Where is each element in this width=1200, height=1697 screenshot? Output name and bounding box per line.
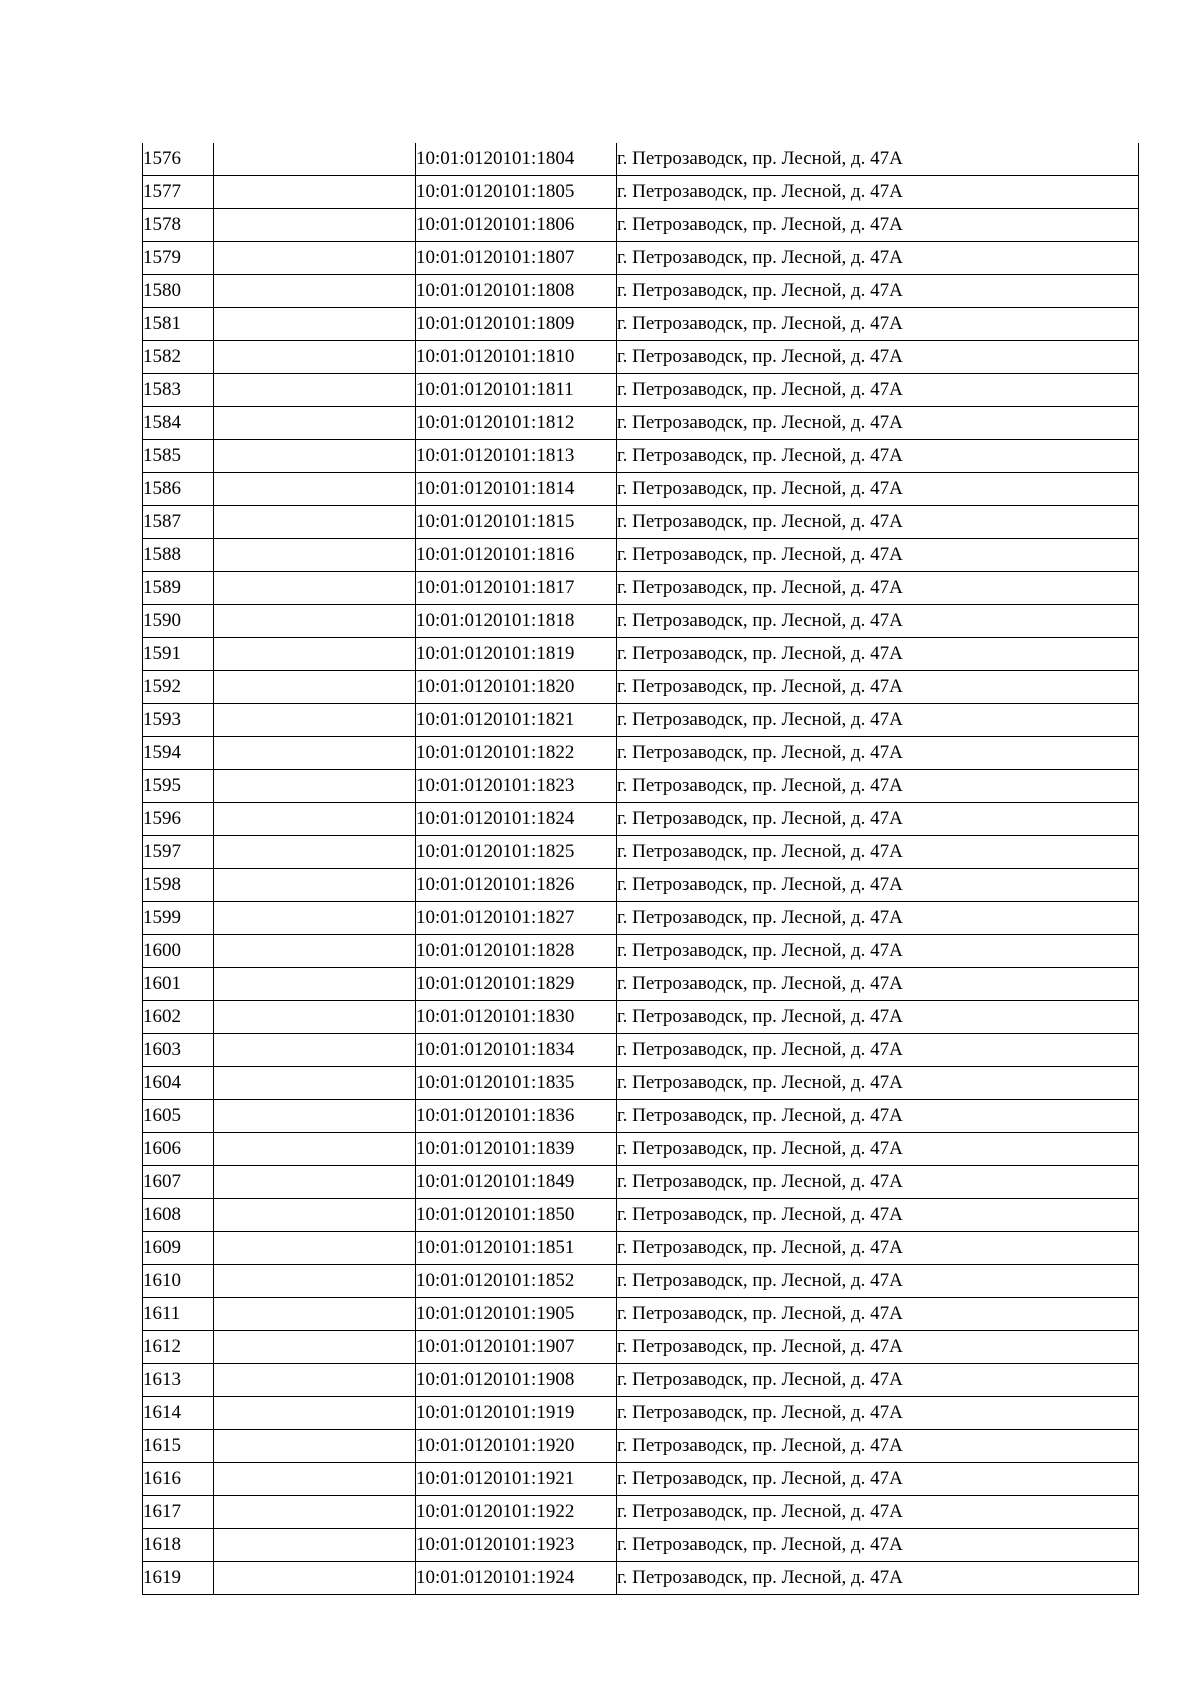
row-number-cell: 1598 [143,869,214,902]
cadastral-number-cell: 10:01:0120101:1834 [416,1034,617,1067]
owner-cell [214,539,416,572]
row-number-cell: 1611 [143,1298,214,1331]
row-number-cell: 1585 [143,440,214,473]
table-row [143,539,1139,572]
row-number-cell: 1578 [143,209,214,242]
owner-cell [214,473,416,506]
address-cell: г. Петрозаводск, пр. Лесной, д. 47А [617,1430,1139,1463]
cadastral-number-cell: 10:01:0120101:1852 [416,1265,617,1298]
table-row [143,671,1139,704]
row-number-cell: 1593 [143,704,214,737]
row-number-cell: 1587 [143,506,214,539]
address-cell: г. Петрозаводск, пр. Лесной, д. 47А [617,209,1139,242]
address-cell: г. Петрозаводск, пр. Лесной, д. 47А [617,1463,1139,1496]
row-number-cell: 1619 [143,1562,214,1595]
cadastral-number-cell: 10:01:0120101:1821 [416,704,617,737]
cadastral-number-cell: 10:01:0120101:1822 [416,737,617,770]
address-cell: г. Петрозаводск, пр. Лесной, д. 47А [617,374,1139,407]
owner-cell [214,638,416,671]
address-cell: г. Петрозаводск, пр. Лесной, д. 47А [617,506,1139,539]
address-cell: г. Петрозаводск, пр. Лесной, д. 47А [617,1364,1139,1397]
row-number-cell: 1594 [143,737,214,770]
address-cell: г. Петрозаводск, пр. Лесной, д. 47А [617,242,1139,275]
cadastral-number-cell: 10:01:0120101:1815 [416,506,617,539]
table-row [143,1496,1139,1529]
address-cell: г. Петрозаводск, пр. Лесной, д. 47А [617,1265,1139,1298]
row-number-cell: 1615 [143,1430,214,1463]
row-number-cell: 1614 [143,1397,214,1430]
cadastral-number-cell: 10:01:0120101:1836 [416,1100,617,1133]
address-cell: г. Петрозаводск, пр. Лесной, д. 47А [617,440,1139,473]
owner-cell [214,506,416,539]
row-number-cell: 1588 [143,539,214,572]
cadastral-number-cell: 10:01:0120101:1804 [416,143,617,176]
cadastral-number-cell: 10:01:0120101:1811 [416,374,617,407]
table-row [143,209,1139,242]
owner-cell [214,341,416,374]
cadastral-number-cell: 10:01:0120101:1908 [416,1364,617,1397]
row-number-cell: 1580 [143,275,214,308]
address-cell: г. Петрозаводск, пр. Лесной, д. 47А [617,572,1139,605]
row-number-cell: 1605 [143,1100,214,1133]
table-row [143,1067,1139,1100]
row-number-cell: 1586 [143,473,214,506]
cadastral-number-cell: 10:01:0120101:1825 [416,836,617,869]
owner-cell [214,1067,416,1100]
row-number-cell: 1606 [143,1133,214,1166]
address-cell: г. Петрозаводск, пр. Лесной, д. 47А [617,968,1139,1001]
table-row [143,407,1139,440]
address-cell: г. Петрозаводск, пр. Лесной, д. 47А [617,1199,1139,1232]
address-cell: г. Петрозаводск, пр. Лесной, д. 47А [617,737,1139,770]
address-cell: г. Петрозаводск, пр. Лесной, д. 47А [617,935,1139,968]
table-row [143,308,1139,341]
table-row [143,473,1139,506]
owner-cell [214,770,416,803]
address-cell: г. Петрозаводск, пр. Лесной, д. 47А [617,605,1139,638]
address-cell: г. Петрозаводск, пр. Лесной, д. 47А [617,1298,1139,1331]
address-cell: г. Петрозаводск, пр. Лесной, д. 47А [617,539,1139,572]
cadastral-number-cell: 10:01:0120101:1817 [416,572,617,605]
owner-cell [214,671,416,704]
row-number-cell: 1597 [143,836,214,869]
table-row [143,1034,1139,1067]
address-cell: г. Петрозаводск, пр. Лесной, д. 47А [617,1100,1139,1133]
table-row [143,506,1139,539]
address-cell: г. Петрозаводск, пр. Лесной, д. 47А [617,1562,1139,1595]
table-row [143,935,1139,968]
table-row [143,1298,1139,1331]
owner-cell [214,737,416,770]
cadastral-number-cell: 10:01:0120101:1808 [416,275,617,308]
table-row [143,1562,1139,1595]
address-cell: г. Петрозаводск, пр. Лесной, д. 47А [617,1496,1139,1529]
address-cell: г. Петрозаводск, пр. Лесной, д. 47А [617,1529,1139,1562]
table-row [143,242,1139,275]
cadastral-number-cell: 10:01:0120101:1920 [416,1430,617,1463]
owner-cell [214,275,416,308]
table-row [143,275,1139,308]
cadastral-number-cell: 10:01:0120101:1809 [416,308,617,341]
owner-cell [214,968,416,1001]
row-number-cell: 1579 [143,242,214,275]
address-cell: г. Петрозаводск, пр. Лесной, д. 47А [617,1166,1139,1199]
address-cell: г. Петрозаводск, пр. Лесной, д. 47А [617,704,1139,737]
owner-cell [214,1298,416,1331]
row-number-cell: 1602 [143,1001,214,1034]
cadastral-number-cell: 10:01:0120101:1835 [416,1067,617,1100]
owner-cell [214,1265,416,1298]
table-row [143,1529,1139,1562]
row-number-cell: 1596 [143,803,214,836]
cadastral-number-cell: 10:01:0120101:1826 [416,869,617,902]
table-row [143,1331,1139,1364]
owner-cell [214,704,416,737]
cadastral-number-cell: 10:01:0120101:1849 [416,1166,617,1199]
property-registry-table [142,143,1139,1595]
row-number-cell: 1607 [143,1166,214,1199]
row-number-cell: 1616 [143,1463,214,1496]
table-row [143,1430,1139,1463]
row-number-cell: 1590 [143,605,214,638]
address-cell: г. Петрозаводск, пр. Лесной, д. 47А [617,473,1139,506]
row-number-cell: 1591 [143,638,214,671]
row-number-cell: 1617 [143,1496,214,1529]
owner-cell [214,242,416,275]
owner-cell [214,1496,416,1529]
address-cell: г. Петрозаводск, пр. Лесной, д. 47А [617,770,1139,803]
cadastral-number-cell: 10:01:0120101:1830 [416,1001,617,1034]
owner-cell [214,1562,416,1595]
table-row [143,1265,1139,1298]
owner-cell [214,1133,416,1166]
address-cell: г. Петрозаводск, пр. Лесной, д. 47А [617,803,1139,836]
owner-cell [214,1199,416,1232]
address-cell: г. Петрозаводск, пр. Лесной, д. 47А [617,1067,1139,1100]
owner-cell [214,1463,416,1496]
owner-cell [214,308,416,341]
row-number-cell: 1601 [143,968,214,1001]
cadastral-number-cell: 10:01:0120101:1921 [416,1463,617,1496]
owner-cell [214,1364,416,1397]
table-row [143,638,1139,671]
cadastral-number-cell: 10:01:0120101:1812 [416,407,617,440]
owner-cell [214,1100,416,1133]
table-row [143,1001,1139,1034]
table-row [143,341,1139,374]
cadastral-number-cell: 10:01:0120101:1807 [416,242,617,275]
owner-cell [214,209,416,242]
row-number-cell: 1610 [143,1265,214,1298]
table-row [143,374,1139,407]
cadastral-number-cell: 10:01:0120101:1907 [416,1331,617,1364]
owner-cell [214,902,416,935]
owner-cell [214,143,416,176]
table-row [143,1133,1139,1166]
cadastral-number-cell: 10:01:0120101:1829 [416,968,617,1001]
registry-table-body [143,143,1139,1595]
owner-cell [214,1430,416,1463]
table-row [143,1463,1139,1496]
address-cell: г. Петрозаводск, пр. Лесной, д. 47А [617,308,1139,341]
owner-cell [214,1529,416,1562]
owner-cell [214,440,416,473]
address-cell: г. Петрозаводск, пр. Лесной, д. 47А [617,407,1139,440]
cadastral-number-cell: 10:01:0120101:1828 [416,935,617,968]
address-cell: г. Петрозаводск, пр. Лесной, д. 47А [617,176,1139,209]
row-number-cell: 1584 [143,407,214,440]
cadastral-number-cell: 10:01:0120101:1839 [416,1133,617,1166]
row-number-cell: 1592 [143,671,214,704]
table-row [143,1166,1139,1199]
owner-cell [214,803,416,836]
address-cell: г. Петрозаводск, пр. Лесной, д. 47А [617,143,1139,176]
cadastral-number-cell: 10:01:0120101:1816 [416,539,617,572]
address-cell: г. Петрозаводск, пр. Лесной, д. 47А [617,1034,1139,1067]
address-cell: г. Петрозаводск, пр. Лесной, д. 47А [617,275,1139,308]
cadastral-number-cell: 10:01:0120101:1924 [416,1562,617,1595]
owner-cell [214,407,416,440]
table-row [143,770,1139,803]
table-row [143,836,1139,869]
row-number-cell: 1576 [143,143,214,176]
table-row [143,1100,1139,1133]
table-row [143,1364,1139,1397]
owner-cell [214,1034,416,1067]
cadastral-number-cell: 10:01:0120101:1810 [416,341,617,374]
table-row [143,440,1139,473]
owner-cell [214,935,416,968]
cadastral-number-cell: 10:01:0120101:1922 [416,1496,617,1529]
table-row [143,737,1139,770]
row-number-cell: 1600 [143,935,214,968]
row-number-cell: 1599 [143,902,214,935]
table-row [143,176,1139,209]
cadastral-number-cell: 10:01:0120101:1851 [416,1232,617,1265]
owner-cell [214,836,416,869]
owner-cell [214,1166,416,1199]
cadastral-number-cell: 10:01:0120101:1820 [416,671,617,704]
address-cell: г. Петрозаводск, пр. Лесной, д. 47А [617,1001,1139,1034]
row-number-cell: 1603 [143,1034,214,1067]
cadastral-number-cell: 10:01:0120101:1824 [416,803,617,836]
cadastral-number-cell: 10:01:0120101:1919 [416,1397,617,1430]
row-number-cell: 1582 [143,341,214,374]
table-row [143,902,1139,935]
owner-cell [214,869,416,902]
cadastral-number-cell: 10:01:0120101:1827 [416,902,617,935]
table-row [143,869,1139,902]
address-cell: г. Петрозаводск, пр. Лесной, д. 47А [617,1133,1139,1166]
row-number-cell: 1581 [143,308,214,341]
table-row [143,143,1139,176]
row-number-cell: 1608 [143,1199,214,1232]
cadastral-number-cell: 10:01:0120101:1923 [416,1529,617,1562]
row-number-cell: 1604 [143,1067,214,1100]
table-row [143,803,1139,836]
owner-cell [214,176,416,209]
address-cell: г. Петрозаводск, пр. Лесной, д. 47А [617,638,1139,671]
cadastral-number-cell: 10:01:0120101:1813 [416,440,617,473]
cadastral-number-cell: 10:01:0120101:1823 [416,770,617,803]
address-cell: г. Петрозаводск, пр. Лесной, д. 47А [617,1331,1139,1364]
address-cell: г. Петрозаводск, пр. Лесной, д. 47А [617,902,1139,935]
owner-cell [214,374,416,407]
table-row [143,968,1139,1001]
address-cell: г. Петрозаводск, пр. Лесной, д. 47А [617,869,1139,902]
cadastral-number-cell: 10:01:0120101:1806 [416,209,617,242]
address-cell: г. Петрозаводск, пр. Лесной, д. 47А [617,1232,1139,1265]
table-row [143,1397,1139,1430]
table-row [143,605,1139,638]
address-cell: г. Петрозаводск, пр. Лесной, д. 47А [617,341,1139,374]
address-cell: г. Петрозаводск, пр. Лесной, д. 47А [617,836,1139,869]
table-row [143,704,1139,737]
cadastral-number-cell: 10:01:0120101:1905 [416,1298,617,1331]
row-number-cell: 1609 [143,1232,214,1265]
row-number-cell: 1583 [143,374,214,407]
row-number-cell: 1589 [143,572,214,605]
row-number-cell: 1577 [143,176,214,209]
address-cell: г. Петрозаводск, пр. Лесной, д. 47А [617,1397,1139,1430]
cadastral-number-cell: 10:01:0120101:1814 [416,473,617,506]
row-number-cell: 1595 [143,770,214,803]
owner-cell [214,1232,416,1265]
cadastral-number-cell: 10:01:0120101:1818 [416,605,617,638]
cadastral-number-cell: 10:01:0120101:1819 [416,638,617,671]
owner-cell [214,605,416,638]
row-number-cell: 1618 [143,1529,214,1562]
owner-cell [214,1397,416,1430]
address-cell: г. Петрозаводск, пр. Лесной, д. 47А [617,671,1139,704]
owner-cell [214,1331,416,1364]
table-row [143,572,1139,605]
table-row [143,1199,1139,1232]
cadastral-number-cell: 10:01:0120101:1805 [416,176,617,209]
owner-cell [214,572,416,605]
owner-cell [214,1001,416,1034]
table-row [143,1232,1139,1265]
row-number-cell: 1612 [143,1331,214,1364]
cadastral-number-cell: 10:01:0120101:1850 [416,1199,617,1232]
row-number-cell: 1613 [143,1364,214,1397]
